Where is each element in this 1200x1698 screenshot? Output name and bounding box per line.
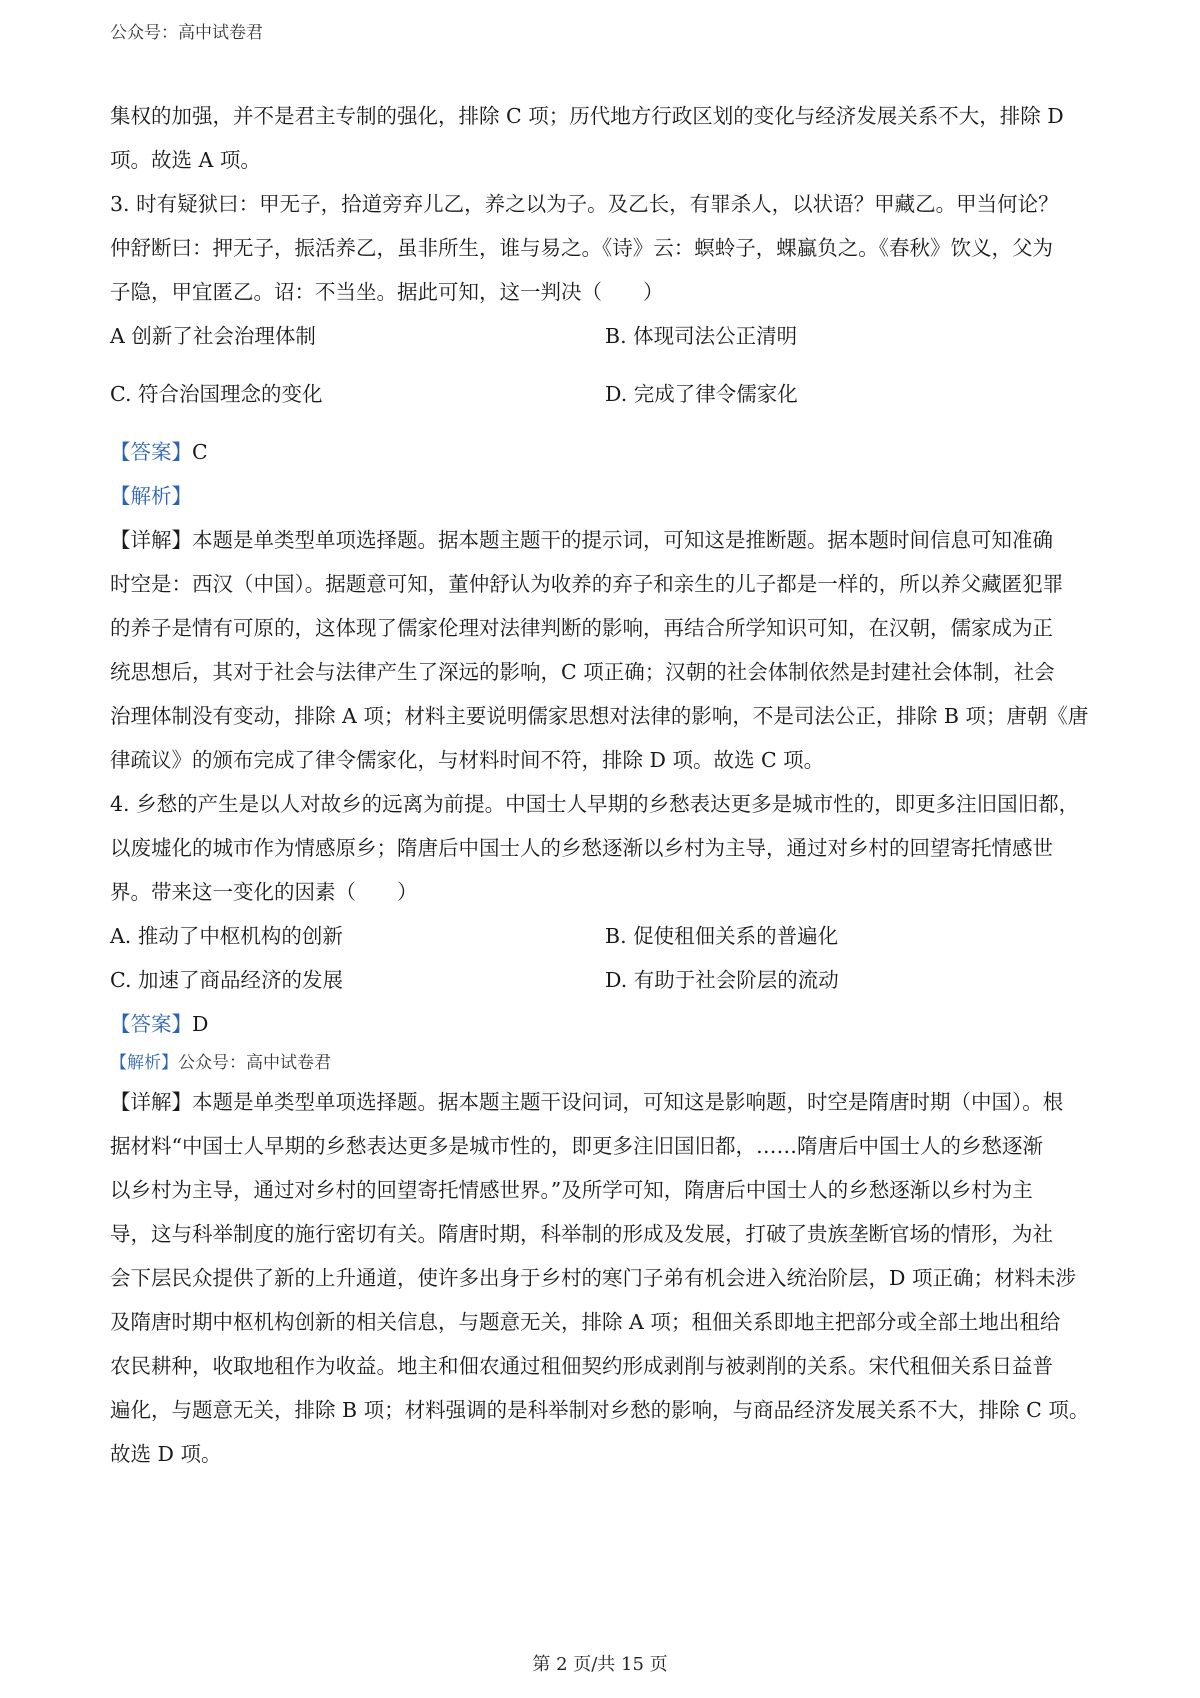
q4-detail-line: 据材料“中国士人早期的乡愁表达更多是城市性的，即更多注旧国旧都，……隋唐后中国士人的乡愁逐渐 [110,1134,1043,1158]
carryover-line: 集权的加强，并不是君主专制的强化，排除 C 项；历代地方行政区划的变化与经济发展关系不大，排除 D [110,104,1064,128]
q4-detail-line: 导，这与科举制度的施行密切有关。隋唐时期，科举制的形成及发展，打破了贵族垄断官场的情形，为社 [110,1222,1053,1246]
q3-options [110,314,1100,430]
q4-detail-text: 本题是单类型单项选择题。据本题主题干设问词，可知这是影响题，时空是隋唐时期（中国）。根 [192,1090,1064,1114]
q3-option-a: A 创新了社会治理体制 [110,324,316,348]
answer-tag: 【答案】 [110,1012,192,1036]
q3-answer-value: C [192,440,208,464]
analysis-watermark-note: 公众号：高中试卷君 [178,1053,331,1073]
carryover-line: 项。故选 A 项。 [110,148,261,172]
q4-detail-line: 以乡村为主导，通过对乡村的回望寄托情感世界。”及所学可知，隋唐后中国士人的乡愁逐渐以乡村为主 [110,1178,1033,1202]
q3-detail-line: 时空是：西汉（中国）。据题意可知，董仲舒认为收养的弃子和亲生的儿子都是一样的，所以养父藏匿犯罪 [110,572,1064,596]
q4-detail-line: 故选 D 项。 [110,1442,222,1466]
q4-detail-line: 农民耕种，收取地租作为收益。地主和佃农通过租佃契约形成剥削与被剥削的关系。宋代租佃关系日益普 [110,1354,1053,1378]
q3-option-d: D. 完成了律令儒家化 [605,382,798,406]
q3-detail-line: 的养子是情有可原的，这体现了儒家伦理对法律判断的影响，再结合所学知识可知，在汉朝，儒家成为正 [110,616,1053,640]
analysis-tag: 【解析】 [110,1053,178,1073]
q4-detail-line: 会下层民众提供了新的上升通道，使许多出身于乡村的寒门子弟有机会进入统治阶层，D 项正确；材料未涉 [110,1266,1076,1290]
q4-detail-line: 遍化，与题意无关，排除 B 项；材料强调的是科举制对乡愁的影响，与商品经济发展关系不大，排除 C 项。 [110,1398,1090,1422]
document-body [110,94,1100,1476]
q4-option-c: C. 加速了商品经济的发展 [110,968,343,992]
q4-detail-line [110,1080,1100,1124]
q4-answer-value: D [192,1012,209,1036]
q4-detail-line: 及隋唐时期中枢机构创新的相关信息，与题意无关，排除 A 项；租佃关系即地主把部分或全部土地出租给 [110,1310,1061,1334]
q4-analysis-line [110,1046,1100,1080]
q4-options [110,914,1100,1002]
q4-stem-line: 以废墟化的城市作为情感原乡；隋唐后中国士人的乡愁逐渐以乡村为主导，通过对乡村的回望寄托情感世 [110,836,1053,860]
page-number-footer: 第 2 页/共 15 页 [532,1654,668,1675]
answer-tag: 【答案】 [110,440,192,464]
q3-answer-line [110,430,1100,474]
analysis-tag: 【解析】 [110,484,192,508]
q4-stem-line: 界。带来这一变化的因素（ ） [110,880,418,904]
q3-stem-line: 子隐，甲宜匿乙。诏：不当坐。据此可知，这一判决（ ） [110,280,664,304]
q4-option-d: D. 有助于社会阶层的流动 [605,968,839,992]
detail-tag: 【详解】 [110,528,192,552]
q3-stem-line: 3. 时有疑狱曰：甲无子，拾道旁弃儿乙，养之以为子。及乙长，有罪杀人，以状语？甲藏乙。甲当何论？ [110,192,1059,216]
q3-detail-line: 统思想后，其对于社会与法律产生了深远的影响，C 项正确；汉朝的社会体制依然是封建社会体制，社会 [110,660,1055,684]
q3-option-c: C. 符合治国理念的变化 [110,382,323,406]
detail-tag: 【详解】 [110,1090,192,1114]
q3-detail-line: 律疏议》的颁布完成了律令儒家化，与材料时间不符，排除 D 项。故选 C 项。 [110,748,825,772]
q3-option-b: B. 体现司法公正清明 [605,324,798,348]
q3-detail-line [110,518,1100,562]
q4-answer-line [110,1002,1100,1046]
q3-analysis-line [110,474,1100,518]
header-watermark-note: 公众号：高中试卷君 [110,23,263,43]
q3-stem-line: 仲舒断曰：押无子，振活养乙，虽非所生，谁与易之。《诗》云：螟蛉子，蜾蠃负之。《春秋》饮义，父为 [110,236,1053,260]
q3-detail-line: 治理体制没有变动，排除 A 项；材料主要说明儒家思想对法律的影响，不是司法公正，排除 B 项；唐朝《唐 [110,704,1089,728]
q4-option-b: B. 促使租佃关系的普遍化 [605,924,839,948]
q3-detail-text: 本题是单类型单项选择题。据本题主题干的提示词，可知这是推断题。据本题时间信息可知准确 [192,528,1053,552]
q4-option-a: A. 推动了中枢机构的创新 [110,924,343,948]
q4-stem-line: 4. 乡愁的产生是以人对故乡的远离为前提。中国士人早期的乡愁表达更多是城市性的，即更多注旧国旧都， [110,792,1080,816]
